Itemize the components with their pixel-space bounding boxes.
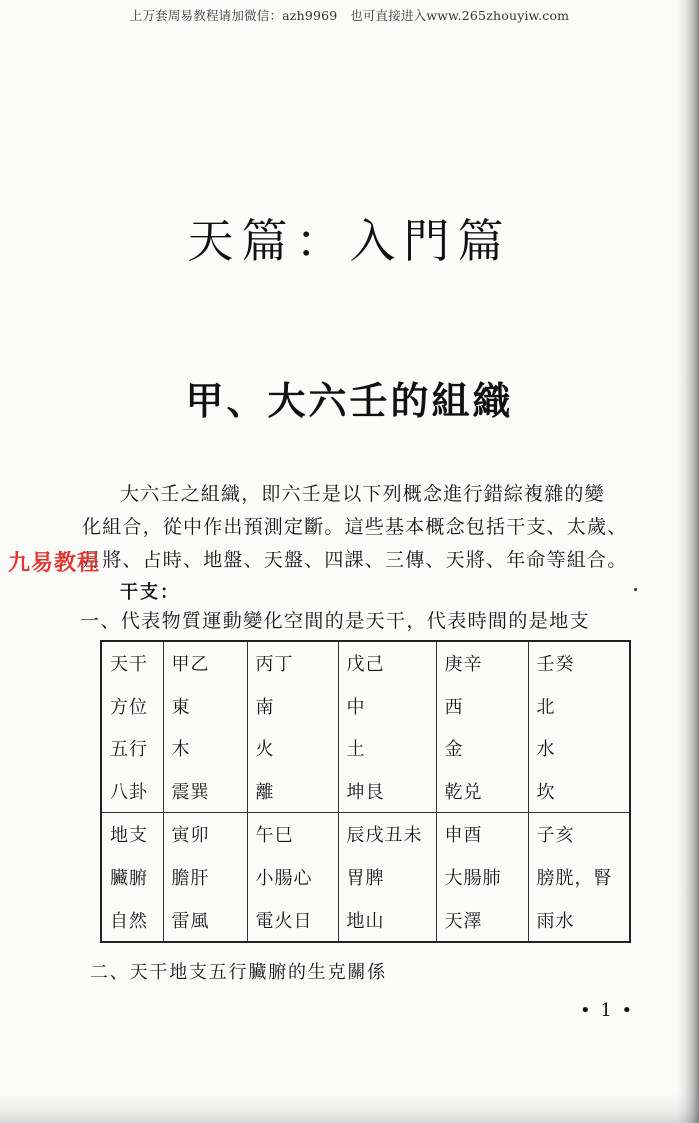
- part-title: 天篇：入門篇: [187, 214, 512, 268]
- table-cell: 中: [338, 685, 436, 727]
- table-cell: 膽肝: [163, 856, 247, 898]
- table-cell: 北: [528, 685, 630, 727]
- table-cell: 申酉: [436, 813, 528, 856]
- table-cell: 方位: [101, 685, 163, 727]
- table-row: [101, 856, 630, 898]
- table-cell: 五行: [101, 727, 163, 769]
- table-cell: 天澤: [436, 898, 528, 942]
- table-cell: 臟腑: [101, 856, 163, 898]
- page-edge-shadow-right: [677, 0, 699, 1123]
- table-cell: 離: [247, 770, 338, 813]
- table-cell: 丙丁: [247, 641, 338, 685]
- page-number: • 1 •: [580, 1000, 635, 1021]
- intro-line: 化組合，從中作出預測定斷。這些基本概念包括干支、太歲、: [82, 516, 628, 538]
- table-cell: 木: [163, 727, 247, 769]
- speck: [634, 588, 637, 591]
- table-cell: 坎: [528, 770, 630, 813]
- intro-paragraph: [82, 478, 642, 577]
- table-cell: 子亥: [528, 813, 630, 856]
- table-cell: 甲乙: [163, 641, 247, 685]
- table-cell: 乾兑: [436, 770, 528, 813]
- watermark-logo: 九易教程: [8, 551, 101, 576]
- table-row: [101, 898, 630, 942]
- table-cell: 火: [247, 727, 338, 769]
- table-cell: 寅卯: [163, 813, 247, 856]
- table-cell: 東: [163, 685, 247, 727]
- table-cell: 壬癸: [528, 641, 630, 685]
- table-cell: 水: [528, 727, 630, 769]
- table-cell: 土: [338, 727, 436, 769]
- section-heading: 干支：: [120, 582, 180, 603]
- table-cell: 雷風: [163, 898, 247, 942]
- table-row: [101, 641, 630, 685]
- header-banner: 上万套周易教程请加微信：azh9969 也可直接进入www.265zhouyiw.com: [129, 8, 570, 23]
- table-cell: 戊己: [338, 641, 436, 685]
- table-cell: 金: [436, 727, 528, 769]
- table-cell: 電火日: [247, 898, 338, 942]
- table-cell: 西: [436, 685, 528, 727]
- table-cell: 自然: [101, 898, 163, 942]
- intro-line: 月將、占時、地盤、天盤、四課、三傳、天將、年命等組合。: [82, 549, 628, 571]
- table-cell: 膀胱，腎: [528, 856, 630, 898]
- table-cell: 震巽: [163, 770, 247, 813]
- table-row: [101, 770, 630, 813]
- table-cell: 小腸心: [247, 856, 338, 898]
- chapter-title: 甲、大六壬的組織: [185, 378, 514, 423]
- table-cell: 辰戌丑未: [338, 813, 436, 856]
- ganzhi-table: [100, 640, 631, 943]
- table-row: [101, 813, 630, 856]
- table-cell: 天干: [101, 641, 163, 685]
- intro-line: 大六壬之組織，即六壬是以下列概念進行錯綜複雜的變: [120, 483, 605, 505]
- table-cell: 庚辛: [436, 641, 528, 685]
- table-cell: 胃脾: [338, 856, 436, 898]
- table-row: [101, 727, 630, 769]
- table-cell: 地支: [101, 813, 163, 856]
- list-item-2: 二、天干地支五行臟腑的生克關係: [90, 962, 387, 983]
- table-cell: 大腸肺: [436, 856, 528, 898]
- table-cell: 南: [247, 685, 338, 727]
- page-edge-shadow-bottom: [0, 1093, 699, 1123]
- table-cell: 坤艮: [338, 770, 436, 813]
- table-row: [101, 685, 630, 727]
- table-cell: 雨水: [528, 898, 630, 942]
- table-cell: 午巳: [247, 813, 338, 856]
- list-item-1: 一、代表物質運動變化空間的是天干，代表時間的是地支: [80, 610, 591, 632]
- table-cell: 地山: [338, 898, 436, 942]
- table-cell: 八卦: [101, 770, 163, 813]
